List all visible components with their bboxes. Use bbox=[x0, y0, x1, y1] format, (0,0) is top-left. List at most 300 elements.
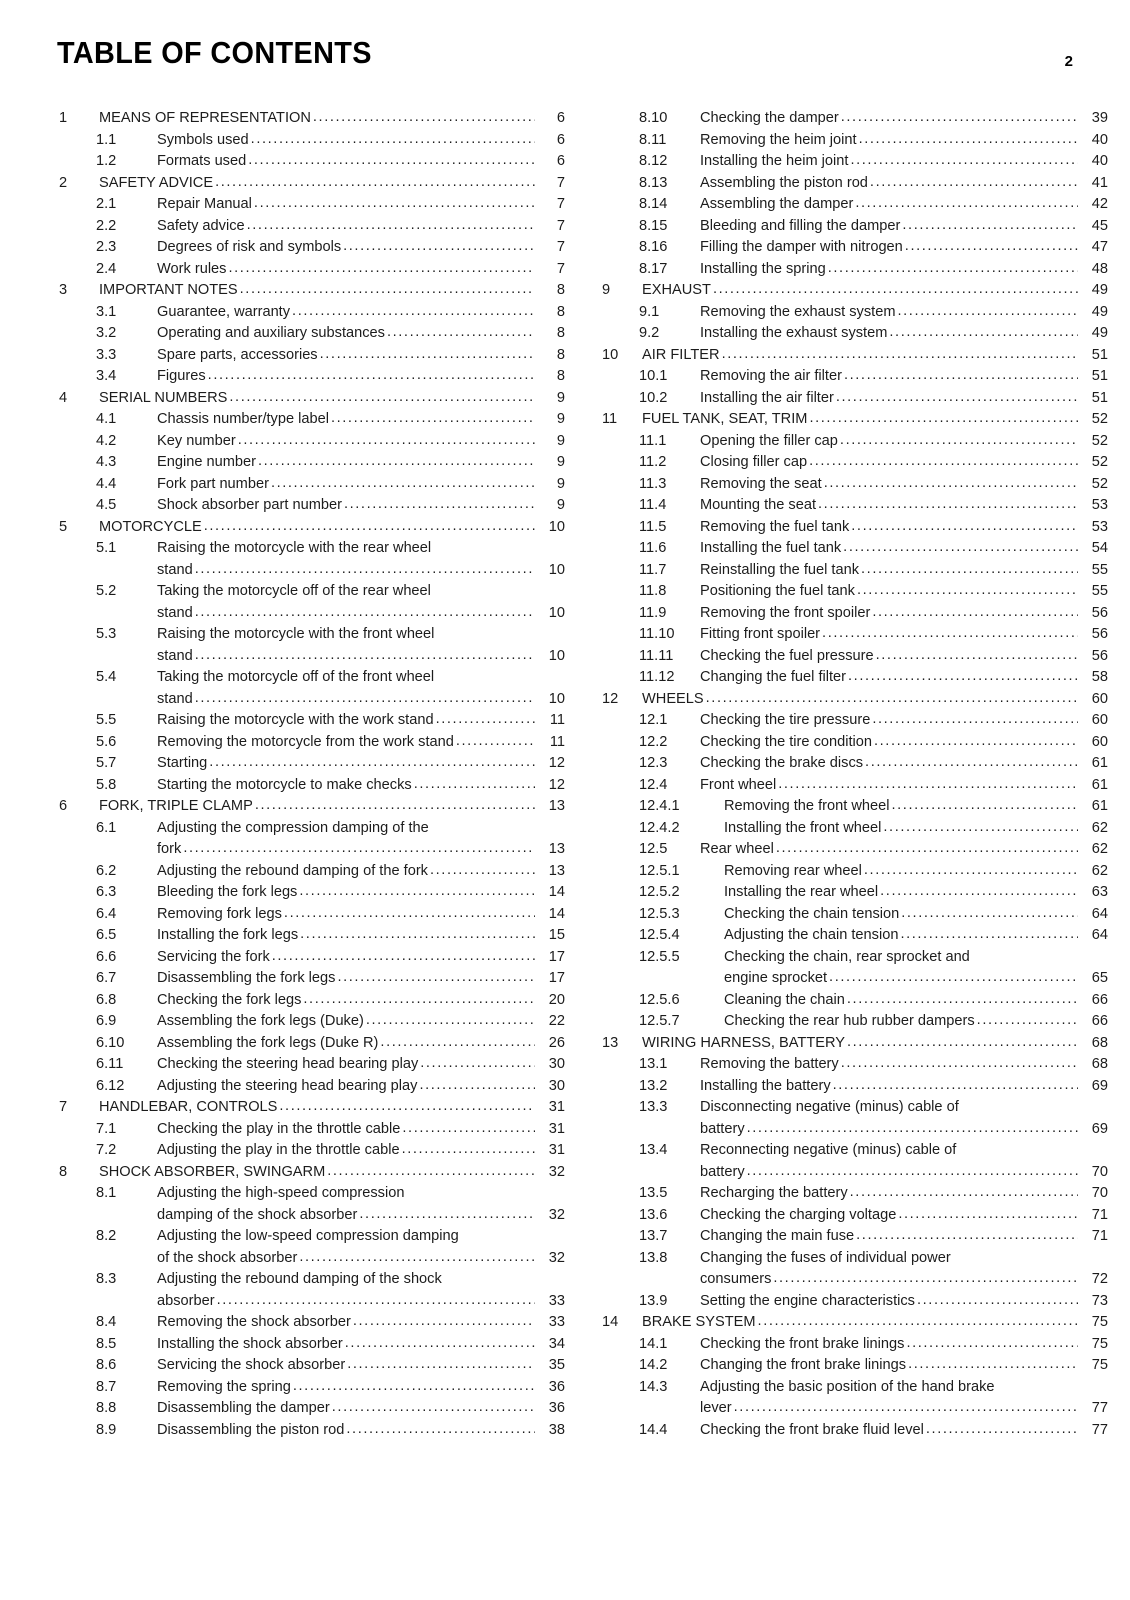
toc-entry-label: Checking the fork legs bbox=[157, 991, 302, 1008]
toc-page-number: 8 bbox=[556, 303, 565, 320]
toc-page-number: 49 bbox=[1091, 303, 1108, 320]
toc-page-number: 52 bbox=[1091, 432, 1108, 449]
toc-entry[interactable] bbox=[57, 280, 565, 302]
toc-entry[interactable] bbox=[600, 689, 1108, 711]
toc-entry[interactable] bbox=[57, 1269, 565, 1312]
toc-entry-body bbox=[700, 1183, 1108, 1205]
toc-entry-title bbox=[724, 1011, 1108, 1033]
toc-entry[interactable] bbox=[57, 108, 565, 130]
toc-page-number: 64 bbox=[1091, 905, 1108, 922]
toc-entry[interactable] bbox=[57, 151, 565, 173]
toc-page-number: 71 bbox=[1091, 1206, 1108, 1223]
toc-leader-dots bbox=[387, 322, 535, 344]
toc-entry-label: Installing the air filter bbox=[700, 389, 834, 406]
toc-entry-title bbox=[157, 1226, 565, 1248]
toc-entry[interactable] bbox=[600, 775, 1108, 797]
toc-entry[interactable] bbox=[600, 366, 1108, 388]
toc-page-number: 52 bbox=[1091, 454, 1108, 470]
toc-entry[interactable] bbox=[57, 1033, 565, 1055]
toc-entry[interactable] bbox=[57, 345, 565, 367]
toc-entry-title bbox=[700, 388, 1108, 410]
toc-entry[interactable] bbox=[57, 775, 565, 797]
toc-entry[interactable] bbox=[600, 495, 1108, 517]
toc-entry-number: 12.5.7 bbox=[639, 1013, 680, 1029]
toc-entry-number: 7.2 bbox=[96, 1142, 117, 1158]
toc-entry[interactable] bbox=[600, 388, 1108, 410]
toc-page-number: 56 bbox=[1091, 626, 1108, 642]
toc-entry[interactable] bbox=[57, 968, 565, 990]
toc-entry[interactable] bbox=[57, 323, 565, 345]
toc-entry[interactable] bbox=[600, 1420, 1108, 1442]
toc-entry[interactable] bbox=[600, 1054, 1108, 1076]
toc-leader-dots bbox=[883, 817, 1078, 839]
toc-entry-title-continued bbox=[157, 560, 565, 582]
toc-entry-body bbox=[157, 1355, 565, 1377]
page-number: 2 bbox=[1064, 53, 1073, 70]
toc-entry-body bbox=[700, 839, 1108, 861]
toc-leader-dots bbox=[977, 1010, 1078, 1032]
toc-entry-title bbox=[700, 581, 1108, 603]
toc-entry-number: 6.2 bbox=[96, 862, 117, 879]
toc-leader-dots bbox=[247, 215, 535, 237]
toc-entry[interactable] bbox=[57, 732, 565, 754]
toc-entry-number: 2.2 bbox=[96, 217, 117, 234]
toc-entry-number: 13.5 bbox=[639, 1185, 668, 1201]
toc-leader-dots bbox=[833, 1075, 1078, 1097]
toc-entry[interactable] bbox=[600, 194, 1108, 216]
toc-entry[interactable] bbox=[57, 1011, 565, 1033]
toc-entry-body bbox=[700, 216, 1108, 238]
toc-entry-label: MOTORCYCLE bbox=[99, 518, 202, 535]
toc-entry-label: IMPORTANT NOTES bbox=[99, 282, 238, 298]
toc-entry[interactable] bbox=[57, 1420, 565, 1442]
toc-entry-title bbox=[157, 366, 565, 388]
toc-entry[interactable] bbox=[57, 1162, 565, 1184]
toc-entry[interactable] bbox=[600, 1377, 1108, 1420]
toc-entry[interactable] bbox=[57, 581, 565, 624]
toc-leader-dots bbox=[332, 1397, 535, 1419]
toc-entry-label: Symbols used bbox=[157, 131, 249, 148]
toc-entry-title bbox=[157, 431, 565, 453]
toc-entry-label: Adjusting the play in the throttle cable bbox=[157, 1142, 400, 1158]
toc-leader-dots bbox=[271, 473, 535, 495]
toc-entry-label: Rear wheel bbox=[700, 841, 774, 857]
toc-page-number: 9 bbox=[556, 475, 565, 492]
toc-page-number: 62 bbox=[1091, 862, 1108, 879]
toc-entry-number: 12.5.4 bbox=[639, 927, 680, 943]
toc-entry-body bbox=[157, 151, 565, 173]
toc-entry[interactable] bbox=[57, 409, 565, 431]
toc-entry-label: Taking the motorcycle off of the rear wheel bbox=[157, 583, 431, 599]
toc-entry-number: 11.8 bbox=[639, 583, 667, 599]
toc-entry-body bbox=[157, 968, 565, 990]
toc-entry-number: 13.2 bbox=[639, 1077, 668, 1094]
toc-entry-number: 11.1 bbox=[639, 432, 667, 449]
toc-entry[interactable] bbox=[600, 624, 1108, 646]
toc-leader-dots bbox=[420, 1053, 535, 1075]
toc-entry-body bbox=[157, 1334, 565, 1356]
toc-entry-title bbox=[157, 237, 565, 259]
toc-leader-dots bbox=[865, 752, 1078, 774]
toc-entry-label: Guarantee, warranty bbox=[157, 303, 291, 320]
toc-entry[interactable] bbox=[600, 1355, 1108, 1377]
toc-entry[interactable] bbox=[57, 710, 565, 732]
toc-page-number: 51 bbox=[1091, 389, 1108, 406]
toc-entry[interactable] bbox=[57, 861, 565, 883]
toc-entry-body bbox=[700, 624, 1108, 646]
toc-entry-label: Adjusting the low-speed compression damping bbox=[157, 1228, 459, 1244]
toc-entry[interactable] bbox=[600, 517, 1108, 539]
toc-leader-dots bbox=[380, 1032, 535, 1054]
toc-entry[interactable] bbox=[57, 237, 565, 259]
toc-entry[interactable] bbox=[57, 388, 565, 410]
toc-entry[interactable] bbox=[57, 452, 565, 474]
toc-entry-label: Adjusting the rebound damping of the shock bbox=[157, 1271, 442, 1287]
toc-page-number: 31 bbox=[548, 1099, 565, 1115]
toc-entry-body bbox=[99, 388, 565, 410]
toc-leader-dots bbox=[856, 1225, 1078, 1247]
toc-entry[interactable] bbox=[57, 173, 565, 195]
toc-entry[interactable] bbox=[57, 431, 565, 453]
toc-entry-number: 7.1 bbox=[96, 1120, 117, 1137]
toc-entry[interactable] bbox=[57, 216, 565, 238]
toc-leader-dots bbox=[926, 1419, 1078, 1441]
toc-entry[interactable] bbox=[57, 624, 565, 667]
toc-entry[interactable] bbox=[600, 560, 1108, 582]
toc-entry[interactable] bbox=[600, 667, 1108, 689]
toc-entry-body bbox=[157, 1119, 565, 1141]
toc-entry-title bbox=[700, 603, 1108, 625]
toc-entry[interactable] bbox=[600, 1183, 1108, 1205]
toc-page-number: 12 bbox=[548, 755, 565, 771]
toc-entry-label: stand bbox=[157, 561, 193, 578]
toc-leader-dots bbox=[346, 1419, 535, 1441]
toc-entry[interactable] bbox=[600, 1140, 1108, 1183]
toc-leader-dots bbox=[758, 1311, 1078, 1333]
toc-entry-label: Recharging the battery bbox=[700, 1185, 848, 1201]
toc-entry[interactable] bbox=[57, 1226, 565, 1269]
toc-entry[interactable] bbox=[57, 1398, 565, 1420]
toc-entry-title bbox=[700, 1355, 1108, 1377]
toc-entry[interactable] bbox=[600, 904, 1108, 926]
toc-entry-number: 5.3 bbox=[96, 626, 117, 642]
toc-entry[interactable] bbox=[600, 646, 1108, 668]
toc-entry[interactable] bbox=[57, 796, 565, 818]
toc-entry[interactable] bbox=[600, 259, 1108, 281]
toc-entry-label: Changing the fuses of individual power bbox=[700, 1249, 951, 1266]
toc-entry[interactable] bbox=[57, 882, 565, 904]
toc-entry[interactable] bbox=[600, 280, 1108, 302]
toc-entry[interactable] bbox=[57, 495, 565, 517]
toc-leader-dots bbox=[436, 709, 535, 731]
toc-entry-body bbox=[724, 904, 1108, 926]
toc-entry[interactable] bbox=[600, 151, 1108, 173]
toc-entry-body bbox=[157, 237, 565, 259]
toc-entry[interactable] bbox=[600, 323, 1108, 345]
toc-entry[interactable] bbox=[600, 1033, 1108, 1055]
toc-entry[interactable] bbox=[600, 710, 1108, 732]
toc-entry-number: 8.5 bbox=[96, 1335, 117, 1352]
toc-entry[interactable] bbox=[57, 1140, 565, 1162]
toc-entry-number: 13.9 bbox=[639, 1292, 668, 1309]
toc-entry-title bbox=[157, 495, 565, 517]
toc-entry-body bbox=[157, 216, 565, 238]
toc-leader-dots bbox=[251, 129, 535, 151]
toc-entry[interactable] bbox=[57, 1377, 565, 1399]
toc-entry-number: 6.1 bbox=[96, 819, 117, 836]
toc-entry[interactable] bbox=[600, 345, 1108, 367]
toc-entry-number: 8.17 bbox=[639, 260, 668, 277]
toc-entry-label: Installing the spring bbox=[700, 260, 826, 277]
toc-entry[interactable] bbox=[600, 108, 1108, 130]
toc-entry-number: 5.7 bbox=[96, 755, 117, 771]
toc-entry[interactable] bbox=[600, 302, 1108, 324]
toc-entry-label: stand bbox=[157, 690, 193, 707]
toc-entry-body bbox=[700, 237, 1108, 259]
toc-entry[interactable] bbox=[600, 173, 1108, 195]
toc-entry[interactable] bbox=[600, 818, 1108, 840]
toc-entry[interactable] bbox=[600, 603, 1108, 625]
toc-entry-title bbox=[99, 280, 565, 302]
toc-entry-number: 4.1 bbox=[96, 411, 117, 427]
toc-entry-label: Removing the spring bbox=[157, 1378, 291, 1395]
toc-entry-title bbox=[724, 882, 1108, 904]
toc-entry-title-continued bbox=[700, 1398, 1108, 1420]
toc-entry-body bbox=[157, 323, 565, 345]
toc-entry-label: Engine number bbox=[157, 454, 256, 470]
toc-entry[interactable] bbox=[57, 904, 565, 926]
toc-page-number: 52 bbox=[1091, 411, 1108, 427]
toc-page-number: 9 bbox=[556, 411, 565, 427]
toc-entry[interactable] bbox=[600, 1334, 1108, 1356]
toc-entry[interactable] bbox=[600, 1076, 1108, 1098]
toc-entry-title bbox=[700, 517, 1108, 539]
toc-entry-title bbox=[157, 452, 565, 474]
toc-entry[interactable] bbox=[600, 925, 1108, 947]
toc-entry[interactable] bbox=[600, 581, 1108, 603]
toc-entry[interactable] bbox=[57, 259, 565, 281]
toc-entry[interactable] bbox=[600, 409, 1108, 431]
toc-entry-label: Chassis number/type label bbox=[157, 411, 329, 427]
toc-entry-label: HANDLEBAR, CONTROLS bbox=[99, 1099, 278, 1115]
toc-entry-number: 6.6 bbox=[96, 948, 117, 965]
toc-page-number: 32 bbox=[548, 1249, 565, 1266]
toc-leader-dots bbox=[841, 1053, 1078, 1075]
toc-entry-label: Reconnecting negative (minus) cable of bbox=[700, 1142, 957, 1158]
toc-entry-title bbox=[700, 173, 1108, 195]
toc-entry[interactable] bbox=[57, 1119, 565, 1141]
toc-entry-number: 13.6 bbox=[639, 1206, 668, 1223]
toc-entry[interactable] bbox=[57, 538, 565, 581]
toc-entry-label: Shock absorber part number bbox=[157, 497, 342, 513]
toc-entry-label: lever bbox=[700, 1400, 732, 1416]
toc-leader-dots bbox=[414, 774, 535, 796]
toc-entry[interactable] bbox=[600, 1097, 1108, 1140]
toc-entry-number: 4.3 bbox=[96, 454, 117, 470]
toc-entry[interactable] bbox=[600, 753, 1108, 775]
toc-entry-body bbox=[724, 990, 1108, 1012]
toc-leader-dots bbox=[874, 731, 1078, 753]
toc-entry[interactable] bbox=[600, 1011, 1108, 1033]
toc-entry-number: 3.2 bbox=[96, 325, 117, 341]
toc-entry-title-continued bbox=[157, 839, 565, 861]
toc-entry[interactable] bbox=[600, 839, 1108, 861]
toc-page-number: 8 bbox=[556, 368, 565, 384]
toc-entry-number: 10 bbox=[602, 346, 619, 363]
toc-leader-dots bbox=[272, 946, 535, 968]
toc-entry-number: 8.15 bbox=[639, 217, 668, 234]
toc-entry[interactable] bbox=[57, 130, 565, 152]
toc-entry-label: SERIAL NUMBERS bbox=[99, 389, 228, 406]
toc-entry-label: Installing the heim joint bbox=[700, 153, 849, 169]
toc-entry[interactable] bbox=[57, 1334, 565, 1356]
toc-leader-dots bbox=[347, 1354, 535, 1376]
toc-entry[interactable] bbox=[600, 1205, 1108, 1227]
toc-entry-number: 5.8 bbox=[96, 776, 117, 793]
toc-page-number: 9 bbox=[556, 389, 565, 406]
toc-entry-label: absorber bbox=[157, 1292, 215, 1309]
toc-entry-label: Checking the chain, rear sprocket and bbox=[724, 948, 970, 965]
toc-entry-body bbox=[157, 1420, 565, 1442]
toc-entry-label: Formats used bbox=[157, 153, 247, 169]
toc-entry[interactable] bbox=[57, 517, 565, 539]
toc-leader-dots bbox=[829, 967, 1078, 989]
toc-leader-dots bbox=[908, 1354, 1078, 1376]
toc-leader-dots bbox=[284, 903, 535, 925]
toc-entry-number: 5.5 bbox=[96, 712, 117, 728]
toc-page-number: 73 bbox=[1091, 1292, 1108, 1309]
toc-entry[interactable] bbox=[600, 1226, 1108, 1248]
toc-entry-body bbox=[700, 323, 1108, 345]
toc-entry-number: 13.4 bbox=[639, 1142, 668, 1158]
toc-page-number: 60 bbox=[1091, 733, 1108, 750]
toc-entry-number: 11.10 bbox=[639, 626, 675, 642]
toc-entry-title bbox=[700, 624, 1108, 646]
toc-entry-number: 6.8 bbox=[96, 991, 117, 1008]
toc-entry[interactable] bbox=[57, 1076, 565, 1098]
toc-entry[interactable] bbox=[600, 1248, 1108, 1291]
toc-entry-label: Key number bbox=[157, 432, 236, 449]
toc-entry[interactable] bbox=[57, 474, 565, 496]
toc-page-number: 7 bbox=[556, 217, 565, 234]
toc-leader-dots bbox=[303, 989, 535, 1011]
toc-entry-title bbox=[157, 667, 565, 689]
toc-entry[interactable] bbox=[600, 882, 1108, 904]
toc-entry[interactable] bbox=[57, 990, 565, 1012]
toc-entry[interactable] bbox=[600, 990, 1108, 1012]
toc-page-number: 12 bbox=[548, 776, 565, 793]
toc-entry[interactable] bbox=[57, 667, 565, 710]
toc-entry[interactable] bbox=[57, 1183, 565, 1226]
toc-leader-dots bbox=[747, 1118, 1078, 1140]
toc-entry[interactable] bbox=[600, 431, 1108, 453]
toc-entry-body bbox=[157, 624, 565, 667]
toc-page-number: 71 bbox=[1091, 1228, 1108, 1244]
toc-entry-number: 14.1 bbox=[639, 1335, 668, 1352]
toc-entry-label: Removing the front spoiler bbox=[700, 604, 871, 621]
toc-entry[interactable] bbox=[57, 947, 565, 969]
toc-entry-label: stand bbox=[157, 647, 193, 664]
toc-leader-dots bbox=[872, 602, 1078, 624]
toc-entry-label: Operating and auxiliary substances bbox=[157, 325, 385, 341]
toc-entry-title bbox=[724, 990, 1108, 1012]
toc-entry[interactable] bbox=[600, 861, 1108, 883]
toc-entry[interactable] bbox=[57, 925, 565, 947]
toc-leader-dots bbox=[847, 1032, 1078, 1054]
toc-entry-body bbox=[157, 925, 565, 947]
toc-entry-label: Checking the charging voltage bbox=[700, 1206, 897, 1223]
toc-entry-number: 3.1 bbox=[96, 303, 117, 320]
toc-leader-dots bbox=[848, 666, 1078, 688]
toc-entry-title-continued bbox=[157, 1291, 565, 1313]
toc-entry-label: Removing the front wheel bbox=[724, 798, 890, 814]
toc-entry-body bbox=[157, 1076, 565, 1098]
toc-entry[interactable] bbox=[600, 538, 1108, 560]
toc-entry-body bbox=[99, 796, 565, 818]
toc-page-number: 65 bbox=[1091, 970, 1108, 986]
toc-entry-label: battery bbox=[700, 1120, 745, 1137]
toc-entry-title bbox=[157, 259, 565, 281]
toc-page-number: 70 bbox=[1091, 1163, 1108, 1180]
toc-entry[interactable] bbox=[600, 947, 1108, 990]
toc-entry[interactable] bbox=[600, 474, 1108, 496]
toc-entry-label: Filling the damper with nitrogen bbox=[700, 239, 903, 255]
toc-entry-body bbox=[700, 1355, 1108, 1377]
toc-entry[interactable] bbox=[600, 1291, 1108, 1313]
toc-entry[interactable] bbox=[600, 237, 1108, 259]
toc-page-number: 14 bbox=[548, 905, 565, 922]
toc-leader-dots bbox=[209, 752, 535, 774]
toc-entry[interactable] bbox=[57, 1312, 565, 1334]
toc-page-number: 11 bbox=[549, 733, 565, 750]
toc-entry-title bbox=[700, 1054, 1108, 1076]
toc-entry[interactable] bbox=[57, 1097, 565, 1119]
toc-entry-title bbox=[700, 1226, 1108, 1248]
toc-entry[interactable] bbox=[600, 216, 1108, 238]
toc-entry-body bbox=[157, 452, 565, 474]
toc-entry-label: Adjusting the rebound damping of the fork bbox=[157, 862, 428, 879]
toc-entry[interactable] bbox=[600, 452, 1108, 474]
toc-entry[interactable] bbox=[57, 1054, 565, 1076]
toc-entry[interactable] bbox=[600, 796, 1108, 818]
toc-page-number: 17 bbox=[548, 970, 565, 986]
toc-entry-title bbox=[157, 624, 565, 646]
toc-page-number: 53 bbox=[1091, 518, 1108, 535]
toc-entry[interactable] bbox=[600, 130, 1108, 152]
toc-entry-title bbox=[700, 216, 1108, 238]
toc-entry-number: 12 bbox=[602, 690, 619, 707]
toc-entry[interactable] bbox=[57, 302, 565, 324]
toc-page-number: 61 bbox=[1091, 798, 1108, 814]
toc-page-number: 66 bbox=[1091, 1013, 1108, 1029]
toc-entry[interactable] bbox=[57, 366, 565, 388]
toc-leader-dots bbox=[836, 387, 1078, 409]
toc-entry-body bbox=[700, 366, 1108, 388]
toc-entry[interactable] bbox=[57, 818, 565, 861]
toc-entry-title bbox=[157, 1054, 565, 1076]
toc-entry[interactable] bbox=[57, 194, 565, 216]
toc-leader-dots bbox=[195, 645, 535, 667]
toc-entry-label: Assembling the piston rod bbox=[700, 174, 868, 191]
toc-entry[interactable] bbox=[600, 1312, 1108, 1334]
toc-entry[interactable] bbox=[57, 753, 565, 775]
toc-page-number: 62 bbox=[1091, 841, 1108, 857]
toc-entry[interactable] bbox=[57, 1355, 565, 1377]
toc-entry[interactable] bbox=[600, 732, 1108, 754]
toc-entry-body bbox=[99, 280, 565, 302]
toc-entry-title bbox=[157, 1269, 565, 1291]
toc-entry-title bbox=[157, 581, 565, 603]
